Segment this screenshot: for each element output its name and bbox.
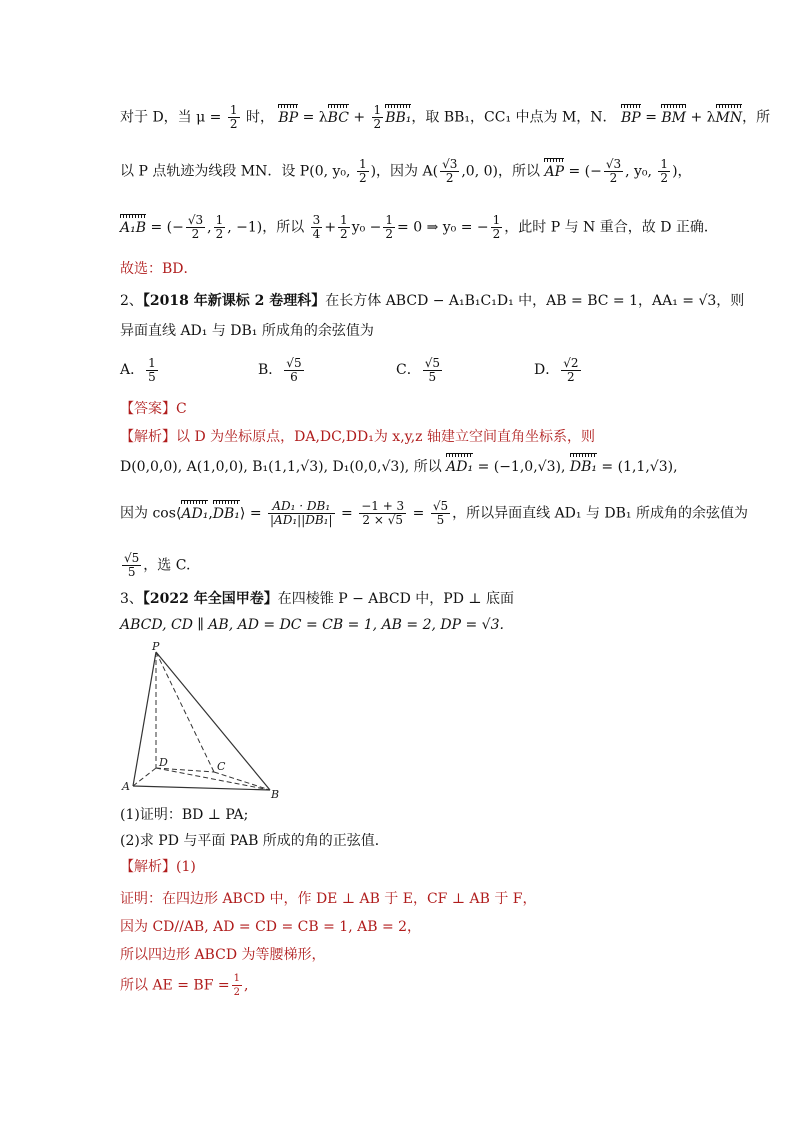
question-3-analysis-header: 【解析】(1) <box>120 859 196 875</box>
fraction-dot-over-norms: $\frac{\text{AD₁ · DB₁}}{\text{|AD₁||DB₁|}}$ <box>270 499 333 527</box>
edge-AB <box>133 786 270 790</box>
choice-D: D． $\frac{√2}{2}$ <box>534 355 579 384</box>
edge-PA <box>133 652 156 786</box>
vector-AP: AP <box>544 161 564 183</box>
fraction-sqrt3-over-2: $\frac{√3}{2}$ <box>187 213 204 241</box>
fraction-half: $\frac{1}{2}$ <box>233 973 240 998</box>
fraction-half: $\frac{1}{2}$ <box>373 103 382 131</box>
vector-A1B: A₁B <box>120 217 146 239</box>
vector-MN: MN <box>716 107 743 129</box>
fraction-half: $\frac{1}{2}$ <box>358 157 367 185</box>
vector-AD1: AD₁ <box>181 503 208 525</box>
solution-line-1: 对于 D，当 μ = $\frac{1}{2}$ 时， BP = λBC + $\frac{1}{2}$ BB₁，取 BB₁，CC₁ 中点为 M，N． BP = BM + λMN，所 <box>120 103 771 131</box>
question-3-proof-line3: 所以四边形 ABCD 为等腰梯形， <box>120 947 326 963</box>
vector-BC: BC <box>328 107 349 129</box>
answer-line: 故选：BD． <box>120 261 198 277</box>
label-B: B <box>271 788 280 800</box>
label-D: D <box>159 756 168 769</box>
vector-DB1: DB₁ <box>570 456 597 478</box>
fraction-half: $\frac{1}{2}$ <box>340 213 348 241</box>
fraction-half: $\frac{1}{2}$ <box>215 213 224 241</box>
question-3-proof-line4: 所以 AE = BF = $\frac{1}{2}$ , <box>120 973 249 998</box>
fraction-sqrt3-over-2: $\frac{√3}{2}$ <box>605 157 622 185</box>
question-2-analysis-line2: D(0,0,0), A(1,0,0), B₁(1,1,√3), D₁(0,0,√3), 所以 AD₁ = (−1,0,√3), DB₁ = (1,1,√3), <box>120 456 684 478</box>
label-P: P <box>152 640 160 653</box>
vector-BM: BM <box>661 107 686 129</box>
question-3-proof-line2: 因为 CD//AB, AD = CD = CB = 1, AB = 2， <box>120 919 422 935</box>
question-2-analysis-line3: 因为 cos⟨AD₁,DB₁⟩ = $\frac{\text{AD₁ · DB₁}}{\text{|AD₁||DB₁|}}$ = $\frac{-1 + 3}{2 \times √5}$ = $\frac{√5}{5}$ ，所以异面直线 AD₁ 与 DB₁ 所成角的余弦值为 <box>120 499 748 527</box>
fraction-eq2: $\frac{-1 + 3}{2 \times √5}$ <box>361 499 405 527</box>
fraction-half: $\frac{1}{2}$ <box>492 213 501 241</box>
question-2-analysis-line4: $\frac{√5}{5}$ ，选 C. <box>124 551 191 579</box>
question-3-source-tag: 【2022 年全国甲卷】 <box>142 591 278 607</box>
question-2-source-tag: 【2018 年新课标 2 卷理科】 <box>142 293 326 309</box>
vector-BP: BP <box>278 107 298 129</box>
question-3-part-1: (1)证明：BD ⊥ PA; <box>120 807 249 823</box>
fraction-eq3: $\frac{√5}{5}$ <box>432 499 449 527</box>
solution-line-3: A₁B = (− $\frac{√3}{2}$ , $\frac{1}{2}$ , −1)，所以 $\frac{3}{4}$ + $\frac{1}{2}$ y₀ − $\frac{1}{2}$ = 0 ⇒ y₀ = − $\frac{1}{2}$ ，此时 P 与 N 重合，故 D 正确． <box>120 213 718 241</box>
choice-A: A． $\frac{1}{5}$ <box>120 355 156 384</box>
question-3-part-2: (2)求 PD 与平面 PAB 所成的角的正弦值． <box>120 833 389 849</box>
edge-AD <box>133 768 156 786</box>
fraction-sqrt3-over-2: $\frac{√3}{2}$ <box>442 157 458 185</box>
question-3-stem: 3、【2022 年全国甲卷】在四棱锥 P − ABCD 中，PD ⊥ 底面 <box>120 591 515 607</box>
choice-C: C． $\frac{√5}{5}$ <box>396 355 440 384</box>
question-3-stem-line2: ABCD, CD ∥ AB, AD = DC = CB = 1, AB = 2, DP = √3. <box>120 617 504 633</box>
question-2-stem-line2: 异面直线 AD₁ 与 DB₁ 所成角的余弦值为 <box>120 323 374 339</box>
fraction-half: $\frac{1}{2}$ <box>385 213 394 241</box>
vector-BB1: BB₁ <box>385 107 411 129</box>
question-3-proof-line1: 证明：在四边形 ABCD 中，作 DE ⊥ AB 于 E，CF ⊥ AB 于 F， <box>120 891 537 907</box>
question-2-analysis-line1: 【解析】以 D 为坐标原点，DA,DC,DD₁为 x,y,z 轴建立空间直角坐标系，则 <box>120 429 595 445</box>
fraction-half: $\frac{1}{2}$ <box>229 103 238 131</box>
vector-AD1: AD₁ <box>446 456 473 478</box>
vector-DB1: DB₁ <box>213 503 240 525</box>
solution-line-2: 以 P 点轨迹为线段 MN．设 P(0, y₀, $\frac{1}{2}$ )，因为 A( $\frac{√3}{2}$ ,0, 0)，所以 AP = (− $\frac{√3}{2}$ , y₀, $\frac{1}{2}$ )， <box>120 157 692 185</box>
pyramid-figure <box>118 640 288 800</box>
fraction-three-quarters: $\frac{3}{4}$ <box>312 213 321 241</box>
question-2-answer: 【答案】C <box>120 401 187 417</box>
fraction-result: $\frac{√5}{5}$ <box>124 551 140 579</box>
label-A: A <box>122 780 130 793</box>
question-2-stem: 2、【2018 年新课标 2 卷理科】在长方体 ABCD − A₁B₁C₁D₁ 中，AB = BC = 1，AA₁ = √3，则 <box>120 293 745 309</box>
fraction-half: $\frac{1}{2}$ <box>660 157 669 185</box>
choice-B: B． $\frac{√5}{6}$ <box>258 355 302 384</box>
label-C: C <box>217 760 226 773</box>
vector-BP: BP <box>621 107 641 129</box>
